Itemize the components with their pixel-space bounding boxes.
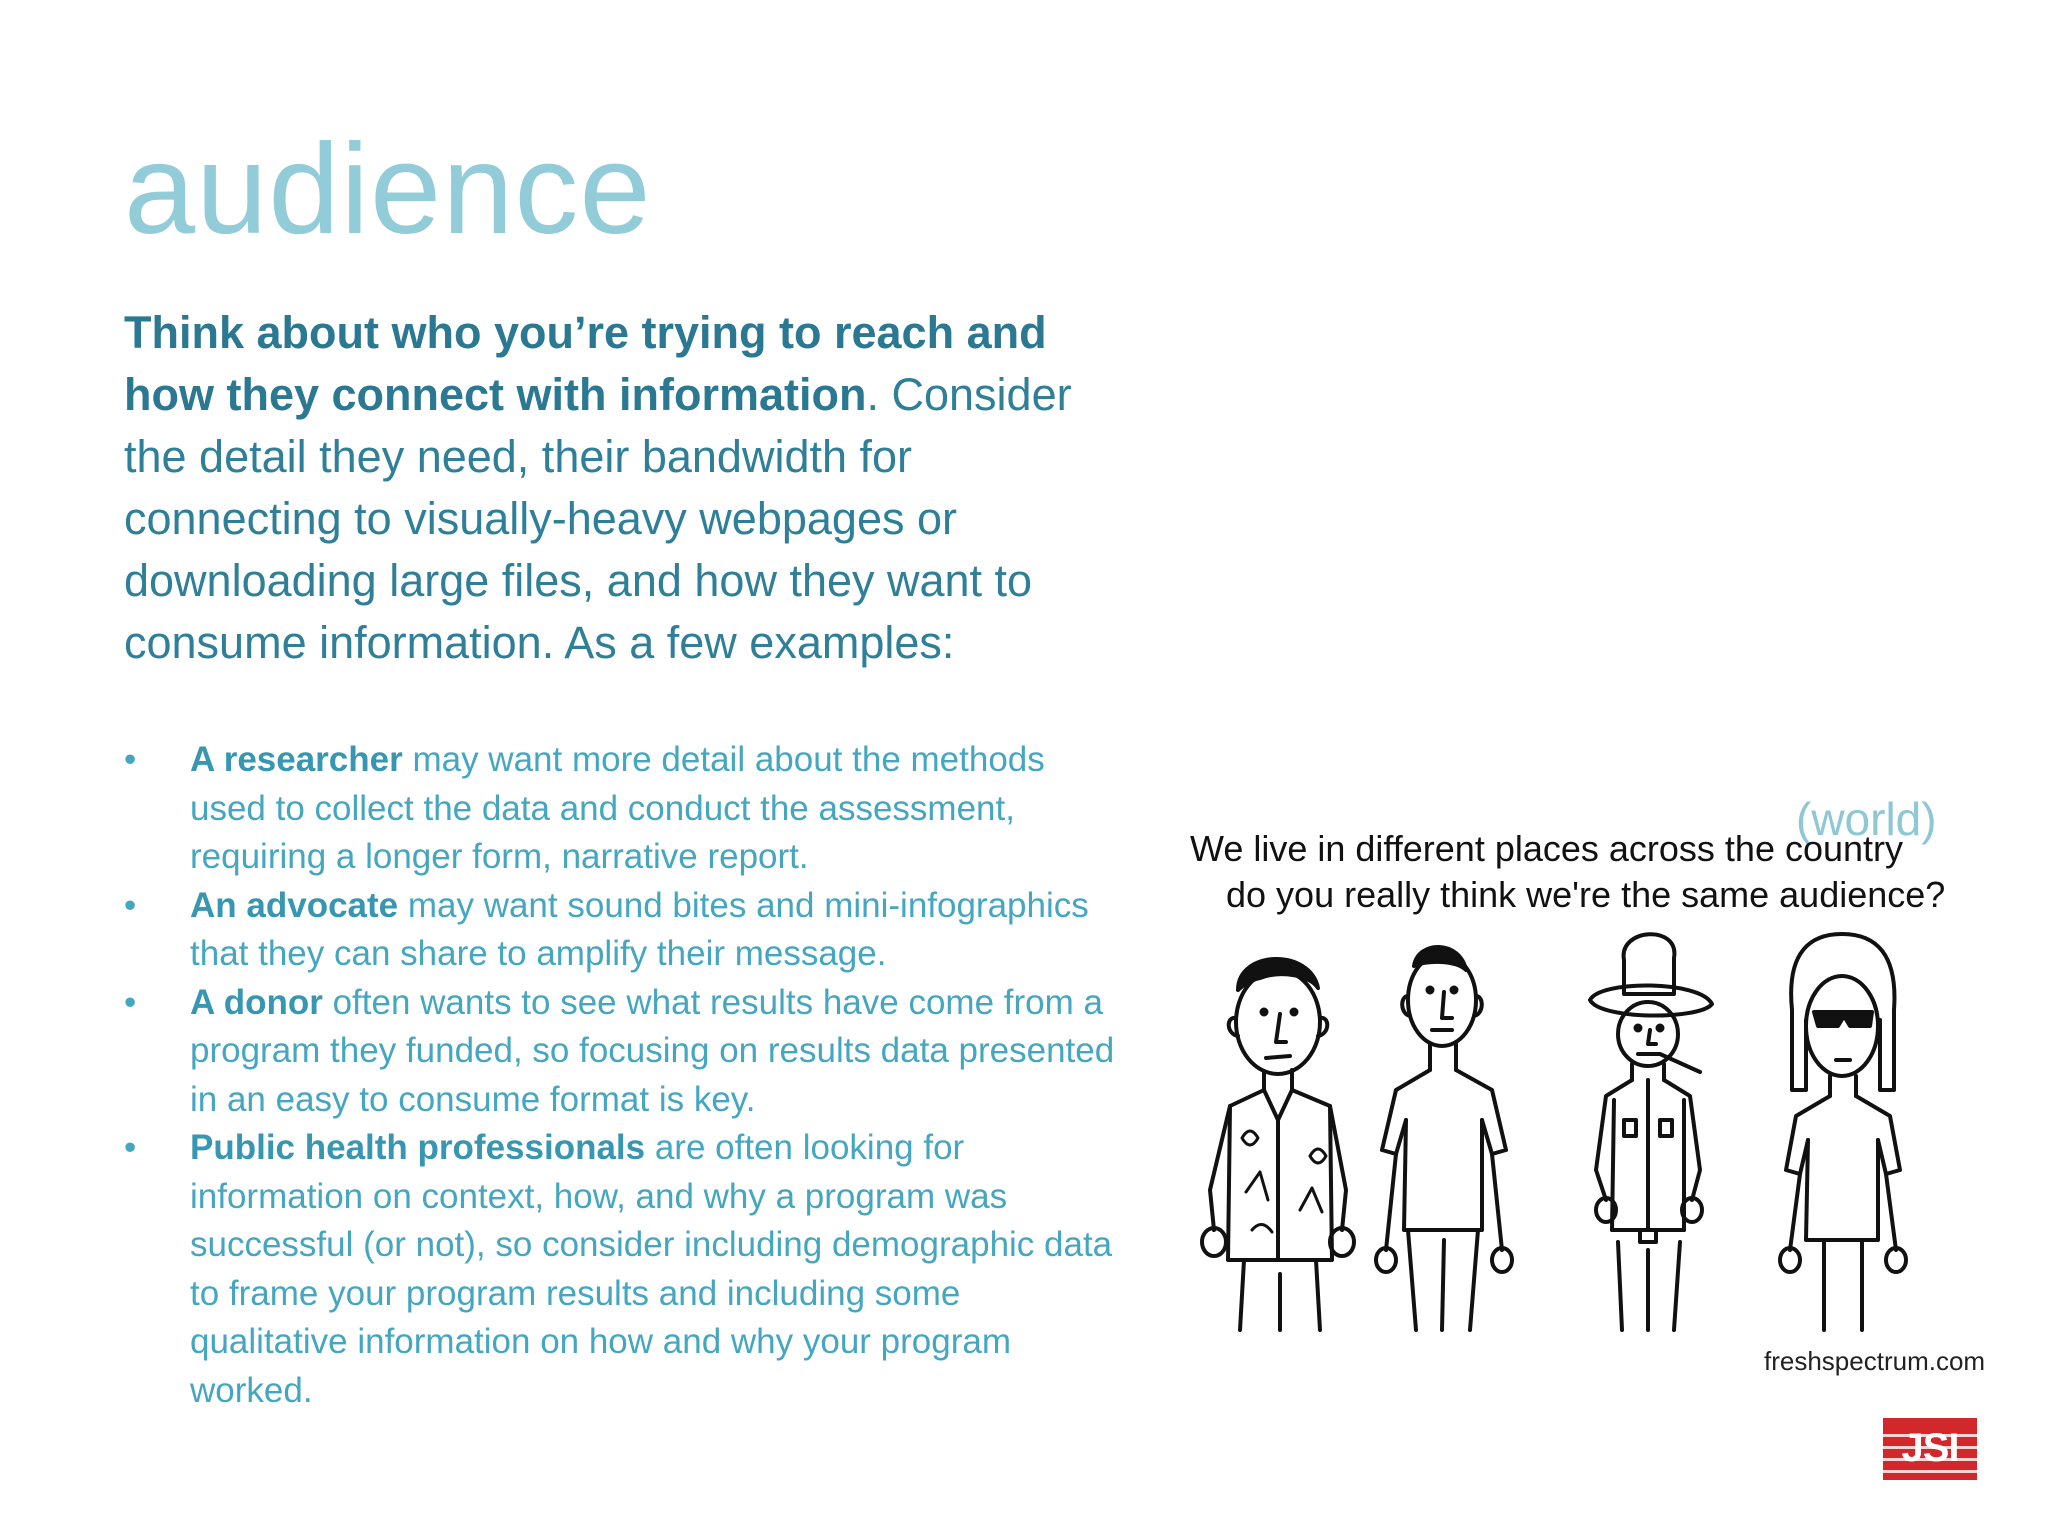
slide-title: audience bbox=[124, 118, 652, 261]
bullet-marker: • bbox=[124, 885, 137, 925]
bullet-bold: Public health professionals bbox=[190, 1128, 646, 1167]
audience-cartoon bbox=[1160, 780, 2000, 1380]
bullet-marker: • bbox=[124, 740, 137, 779]
logo-text: JSI bbox=[1901, 1426, 1959, 1470]
list-item-donor bbox=[124, 979, 1124, 1125]
list-item-advocate bbox=[124, 882, 1124, 979]
bullet-bold: An advocate bbox=[190, 885, 399, 925]
bullet-text: may want more detail about the methods used to collect the data and conduct the assessment, requiring a longer form, narrative report. bbox=[190, 740, 1045, 876]
bullet-marker: • bbox=[124, 1128, 137, 1167]
list-item-researcher bbox=[124, 736, 1124, 882]
bullet-marker: • bbox=[124, 982, 137, 1022]
audience-examples-list bbox=[124, 736, 1124, 1415]
cartoon-credit: freshspectrum.com bbox=[1764, 1346, 1986, 1376]
world-annotation: (world) bbox=[1796, 793, 1937, 845]
cartoon-figures bbox=[1160, 930, 2000, 1350]
caption-line-2: do you really think we're the same audience? bbox=[1226, 874, 1946, 915]
cartoon-caption bbox=[1190, 826, 1990, 918]
caption-line-1: We live in different places across the country bbox=[1190, 828, 1904, 869]
intro-bold: Think about who you’re trying to reach and how they connect with information bbox=[124, 307, 1047, 420]
bullet-text: often wants to see what results have come from a program they funded, so focusing on results data presented in an easy to consume format is key. bbox=[190, 982, 1115, 1119]
figure-sunglasses bbox=[1780, 934, 1906, 1330]
list-item-public-health bbox=[124, 1124, 1124, 1415]
intro-rest: . Consider the detail they need, their bandwidth for connecting to visually-heavy webpages or downloading large files, and how they want to consume information. As a few examples: bbox=[124, 369, 1072, 668]
bullet-bold: A donor bbox=[190, 982, 323, 1022]
figure-t-shirt bbox=[1376, 947, 1512, 1330]
figure-hawaiian-shirt bbox=[1202, 959, 1354, 1330]
figure-cowboy bbox=[1590, 934, 1712, 1330]
intro-paragraph bbox=[124, 302, 1134, 674]
bullet-text: are often looking for information on context, how, and why a program was successful (or not), so consider including demographic data to frame your program results and including some qualitative information on how and why your program worked. bbox=[190, 1128, 1113, 1410]
bullet-bold: A researcher bbox=[190, 740, 403, 779]
bullet-text: may want sound bites and mini-infographics that they can share to amplify their message. bbox=[190, 885, 1089, 973]
jsi-logo bbox=[1883, 1418, 1977, 1480]
